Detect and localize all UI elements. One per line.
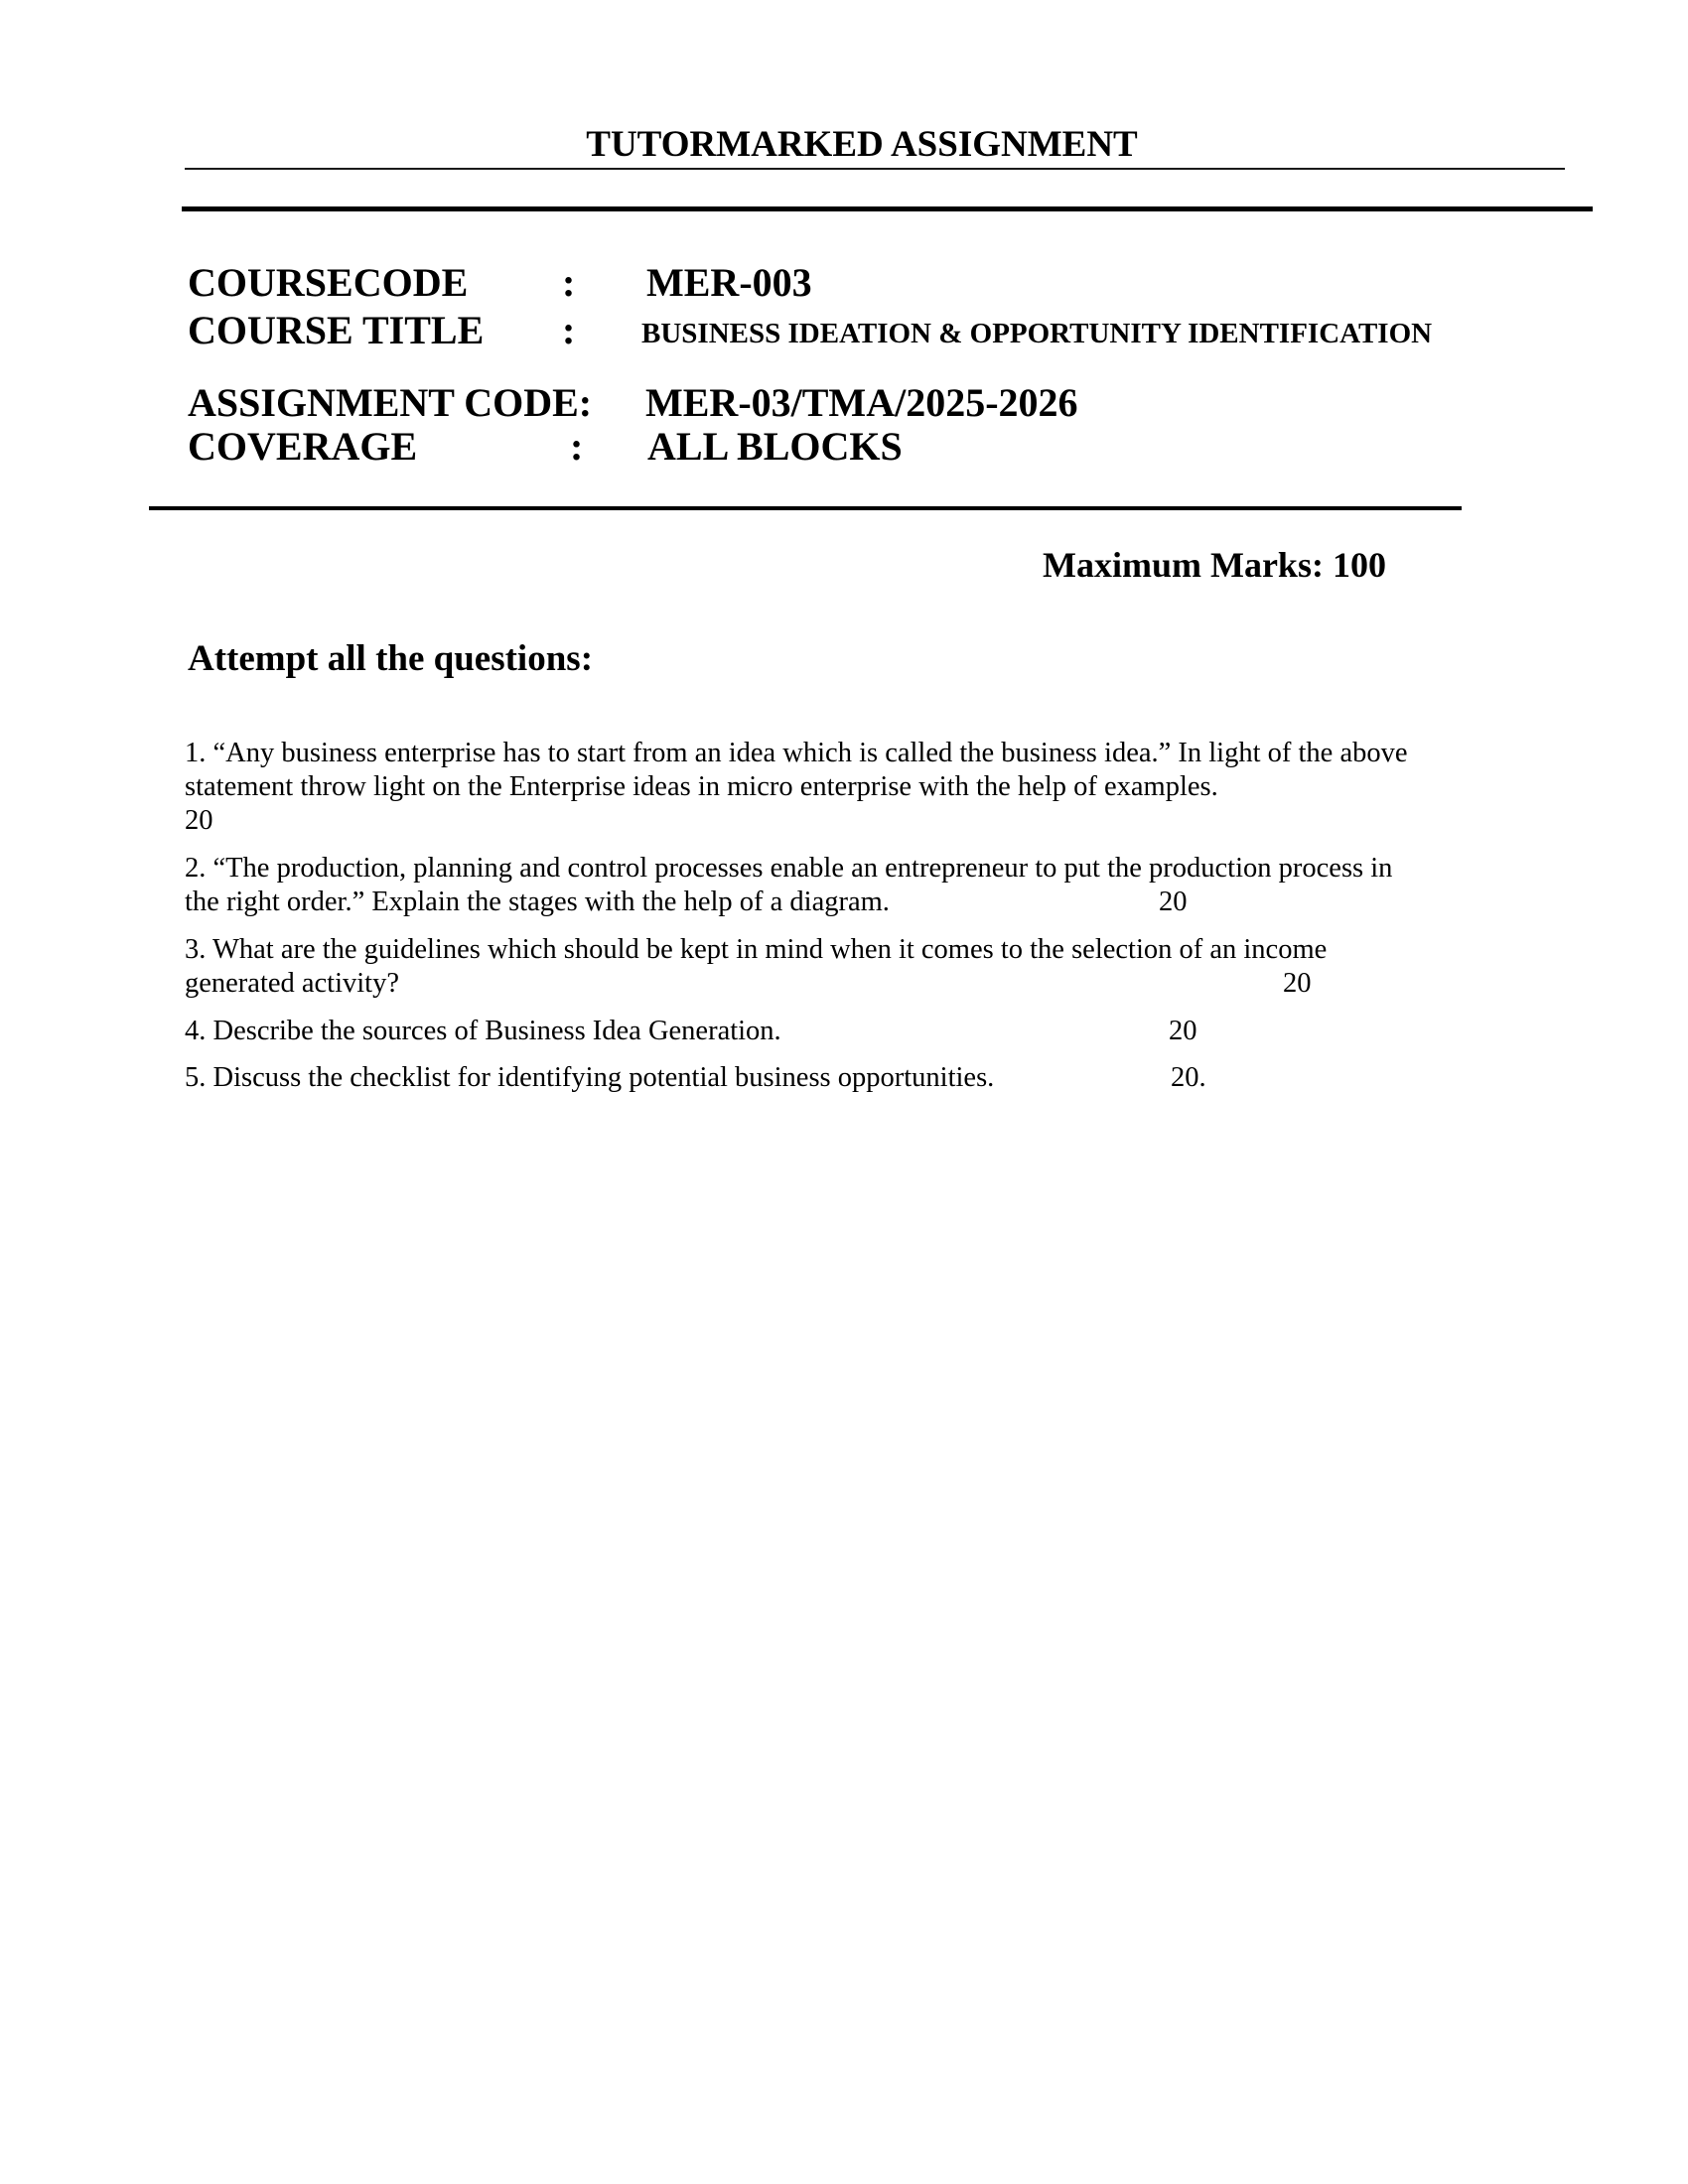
question-5-marks: 20. [1171, 1062, 1206, 1093]
coverage-colon: : [570, 424, 584, 469]
course-code-label: COURSECODE [188, 260, 469, 305]
question-1-line-1: 1. “Any business enterprise has to start from an idea which is called the business idea.” In light of the above [185, 738, 1408, 768]
course-title-colon: : [562, 308, 576, 352]
course-code-value: MER-003 [646, 260, 812, 305]
question-3-line-2: generated activity? [185, 968, 400, 999]
question-4-marks: 20 [1169, 1016, 1197, 1046]
question-4-line-1: 4. Describe the sources of Business Idea Generation. [185, 1016, 781, 1046]
course-code-colon: : [562, 260, 576, 305]
maximum-marks: Maximum Marks: 100 [1043, 545, 1386, 585]
course-title-value: BUSINESS IDEATION & OPPORTUNITY IDENTIFICATION [641, 318, 1433, 349]
document-title: TUTORMARKED ASSIGNMENT [586, 124, 1138, 165]
title-underline [185, 168, 1565, 170]
section-divider [149, 506, 1462, 510]
coverage-value: ALL BLOCKS [647, 424, 903, 469]
assignment-code-value: MER-03/TMA/2025-2026 [645, 380, 1078, 425]
question-2-line-2: the right order.” Explain the stages with the help of a diagram. [185, 887, 890, 917]
instructions-heading: Attempt all the questions: [188, 638, 594, 679]
question-3-line-1: 3. What are the guidelines which should be kept in mind when it comes to the selection of an income [185, 934, 1328, 965]
coverage-label: COVERAGE [188, 424, 418, 469]
question-5-line-1: 5. Discuss the checklist for identifying potential business opportunities. [185, 1062, 995, 1093]
header-divider [182, 206, 1593, 211]
question-1-line-2: statement throw light on the Enterprise ideas in micro enterprise with the help of examples. [185, 771, 1218, 802]
question-3-marks: 20 [1283, 968, 1312, 999]
question-2-line-1: 2. “The production, planning and control processes enable an entrepreneur to put the production process in [185, 853, 1393, 884]
question-2-marks: 20 [1159, 887, 1188, 917]
course-title-label: COURSE TITLE [188, 308, 485, 352]
question-1-marks: 20 [185, 805, 213, 836]
assignment-code-label: ASSIGNMENT CODE: [188, 380, 593, 425]
